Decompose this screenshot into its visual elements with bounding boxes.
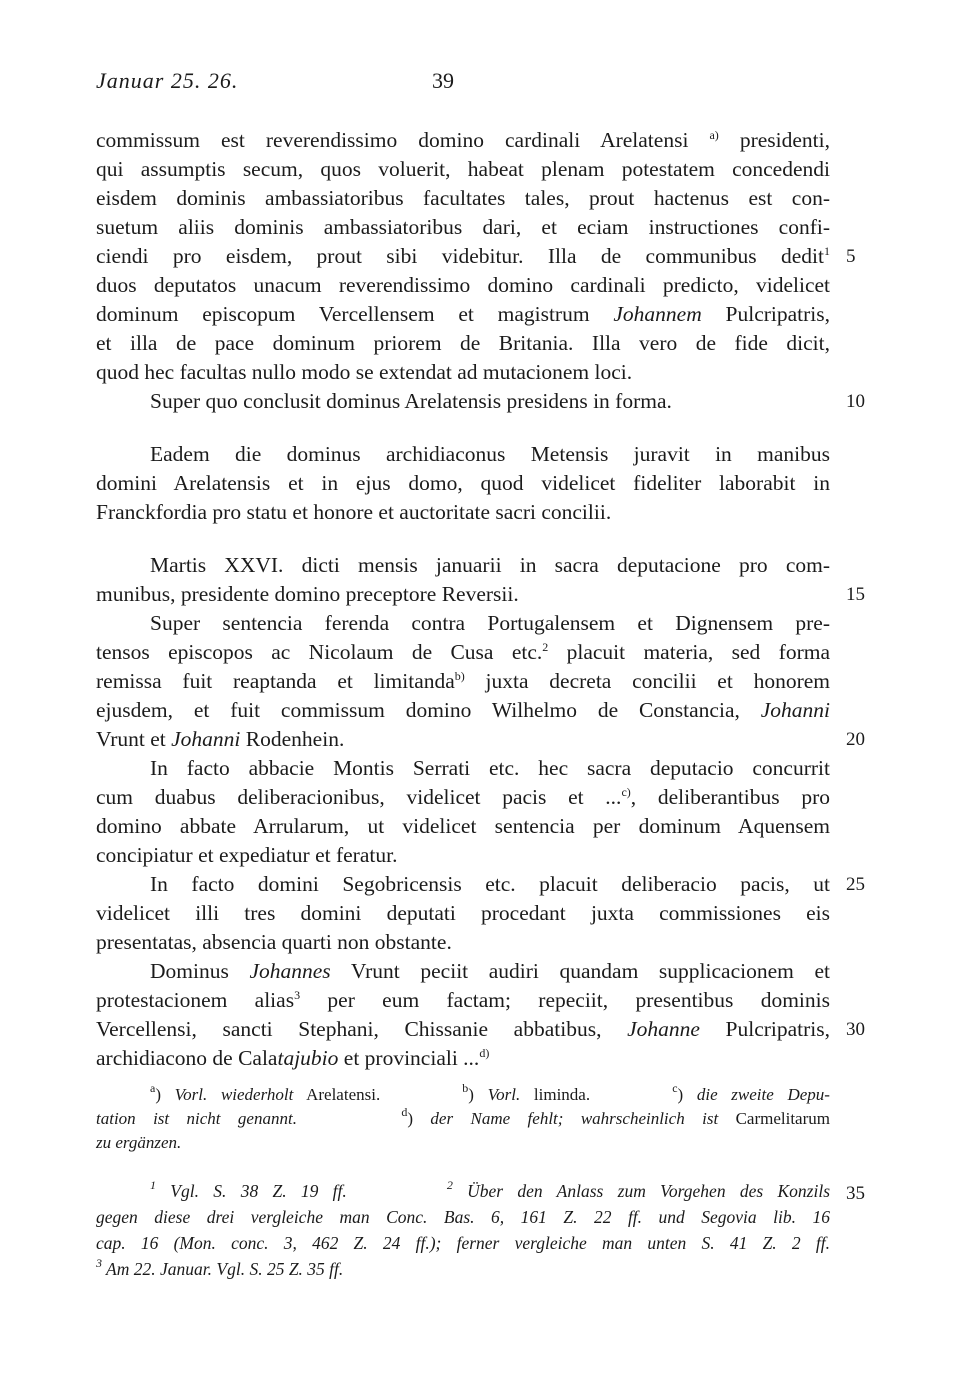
footnote-line: $^3$ Am 22. Januar. Vgl. S. 25 Z. 35 ff. bbox=[96, 1256, 344, 1279]
text-line: domini Arelatensis et in ejus domo, quod videlicet fideliter laborabit in bbox=[96, 471, 830, 495]
text-line: In facto abbacie Montis Serrati etc. hec sacra deputacio concurrit bbox=[150, 756, 830, 780]
text-line: concipiatur et expediatur et feratur. bbox=[96, 843, 398, 867]
footnote-line: zu ergänzen. bbox=[96, 1133, 182, 1152]
margin-line-number: 35 bbox=[846, 1183, 865, 1204]
text-line: Martis XXVI. dicti mensis januarii in sacra deputacione pro com- bbox=[150, 553, 830, 577]
margin-line-number: 10 bbox=[846, 391, 865, 412]
footnote-line: $^1$ Vgl. S. 38 Z. 19 ff. $^2$ Über den Anlass zum Vorgehen des Konzils bbox=[150, 1178, 831, 1201]
text-line: remissa fuit reaptanda et limitanda$^{b)}$ juxta decreta concilii et honorem bbox=[96, 669, 830, 693]
text-line: quod hec facultas nullo modo se extendat ad mutacionem loci. bbox=[96, 360, 633, 384]
text-line: et illa de pace dominum priorem de Britania. Illa vero de fide dicit, bbox=[96, 331, 830, 355]
margin-line-number: 30 bbox=[846, 1019, 865, 1040]
text-line: tensos episcopos ac Nicolaum de Cusa etc.$^2$ placuit materia, sed forma bbox=[96, 640, 830, 664]
text-line: In facto domini Segobricensis etc. placuit deliberacio pacis, ut bbox=[150, 872, 830, 896]
text-line: Super sentencia ferenda contra Portugalensem et Dignensem pre- bbox=[150, 611, 830, 635]
margin-line-number: 20 bbox=[846, 729, 865, 750]
text-line: munibus, presidente domino preceptore Reversii. bbox=[96, 582, 519, 606]
text-line: ciendi pro eisdem, prout sibi videbitur. Illa de communibus dedit$^1$ bbox=[96, 244, 830, 268]
text-line: eisdem dominis ambassiatoribus facultates tales, prout hactenus est con- bbox=[96, 186, 830, 210]
margin-line-number: 15 bbox=[846, 584, 865, 605]
text-line: Eadem die dominus archidiaconus Metensis juravit in manibus bbox=[150, 442, 830, 466]
text-line: qui assumptis secum, quos voluerit, habeat plenam potestatem concedendi bbox=[96, 157, 830, 181]
text-line: Franckfordia pro statu et honore et auctoritate sacri concilii. bbox=[96, 500, 612, 524]
text-line: protestacionem alias$^3$ per eum factam; repeciit, presentibus dominis bbox=[96, 988, 830, 1012]
running-head: Januar 25. 26. bbox=[96, 68, 239, 93]
page-header bbox=[96, 68, 830, 94]
footnote-line: $^a$) Vorl. wiederholt Arelatensi. $^b$) Vorl. liminda. $^c$) die zweite Depu- bbox=[150, 1081, 830, 1104]
text-line: Super quo conclusit dominus Arelatensis presidens in forma. bbox=[150, 389, 672, 413]
page-number: 39 bbox=[432, 68, 454, 93]
footnote-line: cap. 16 (Mon. conc. 3, 462 Z. 24 ff.); ferner vergleiche man unten S. 41 Z. 2 ff. bbox=[96, 1233, 830, 1253]
text-line: Vercellensi, sancti Stephani, Chissanie abbatibus, Johanne Pulcripatris, bbox=[96, 1017, 831, 1041]
text-line: archidiacono de Calatajubio et provinciali ...$^{d)}$ bbox=[96, 1046, 490, 1070]
footnote-line: gegen diese drei vergleiche man Conc. Bas. 6, 161 Z. 22 ff. und Segovia lib. 16 bbox=[96, 1207, 830, 1227]
text-line: Vrunt et Johanni Rodenhein. bbox=[96, 727, 345, 751]
text-line: suetum aliis dominis ambassiatoribus dari, et eciam instructiones confi- bbox=[96, 215, 830, 239]
text-line: ejusdem, et fuit commissum domino Wilhelmo de Constancia, Johanni bbox=[96, 698, 830, 722]
text-line: dominum episcopum Vercellensem et magistrum Johannem Pulcripatris, bbox=[96, 302, 831, 326]
margin-line-number: 5 bbox=[846, 246, 856, 267]
text-line: presentatas, absencia quarti non obstante. bbox=[96, 930, 452, 954]
text-line: duos deputatos unacum reverendissimo domino cardinali predicto, videlicet bbox=[96, 273, 830, 297]
margin-line-number: 25 bbox=[846, 874, 865, 895]
text-line: Dominus Johannes Vrunt peciit audiri quandam supplicacionem et bbox=[150, 959, 830, 983]
text-line: commissum est reverendissimo domino cardinali Arelatensi $^{a)}$ presidenti, bbox=[96, 128, 830, 152]
text-line: videlicet illi tres domini deputati procedant juxta commissiones eis bbox=[96, 901, 830, 925]
footnote-line: tation ist nicht genannt. $^d$) der Name fehlt; wahrscheinlich ist Carmelitarum bbox=[96, 1105, 830, 1128]
text-line: cum duabus deliberacionibus, videlicet pacis et ...$^{c)}$, deliberantibus pro bbox=[96, 785, 830, 809]
text-line: domino abbate Arrularum, ut videlicet sentencia per dominum Aquensem bbox=[96, 814, 830, 838]
